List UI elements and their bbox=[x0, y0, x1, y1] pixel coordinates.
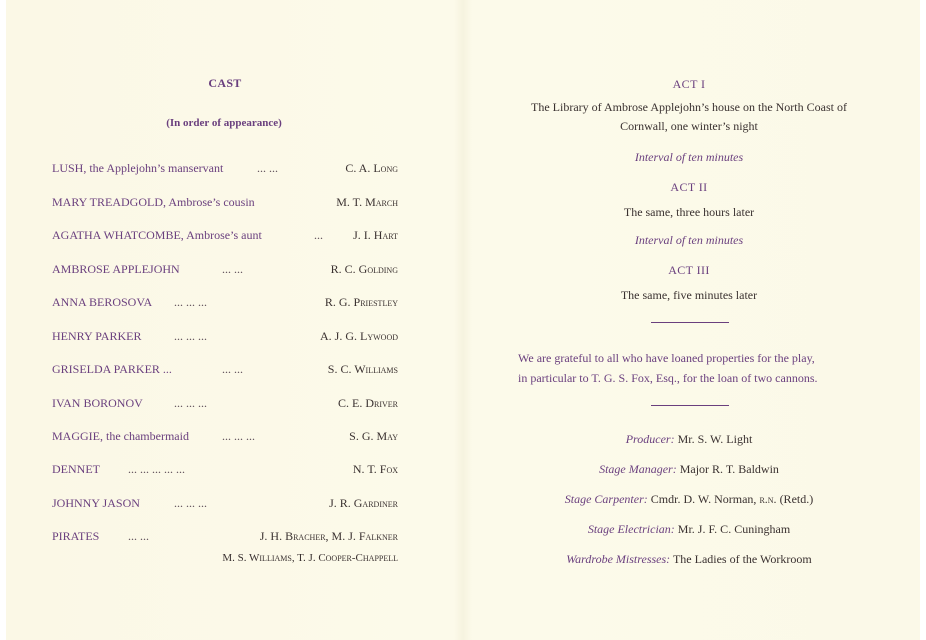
cast-role: GRISELDA PARKER ... bbox=[52, 362, 172, 376]
cast-row bbox=[52, 195, 398, 213]
credit-label: Stage Electrician: bbox=[587, 522, 675, 536]
cast-dots: ... ... ... bbox=[174, 396, 207, 410]
cast-dots: ... ... ... bbox=[174, 496, 207, 510]
act-3-title: ACT III bbox=[668, 263, 710, 277]
page-edge-left bbox=[0, 0, 6, 640]
cast-role: ANNA BEROSOVA bbox=[52, 295, 153, 309]
cast-actor: J. I. Hart bbox=[353, 228, 398, 242]
acknowledgement bbox=[518, 348, 862, 388]
act-1-description-line-2: Cornwall, one winter’s night bbox=[620, 119, 758, 133]
divider-rule bbox=[651, 322, 729, 323]
cast-role: DENNET bbox=[52, 462, 100, 476]
cast-actor: J. H. Bracher, M. J. Falkner bbox=[259, 529, 398, 543]
cast-actor: M. T. March bbox=[336, 195, 398, 209]
interval-2: Interval of ten minutes bbox=[634, 233, 744, 247]
cast-title: CAST bbox=[208, 76, 242, 90]
cast-row bbox=[52, 362, 398, 380]
credit-name: Cmdr. D. W. Norman, bbox=[650, 492, 757, 506]
credit-suffix: (Retd.) bbox=[779, 492, 814, 506]
credit-name: Mr. J. F. C. Cuningham bbox=[677, 522, 791, 536]
cast-dots: ... ... bbox=[257, 161, 278, 175]
cast-role: AMBROSE APPLEJOHN bbox=[52, 262, 180, 276]
cast-actor: R. G. Priestley bbox=[324, 295, 398, 309]
credit-stage-carpenter bbox=[500, 492, 878, 507]
cast-actor-continued: M. S. Williams, T. J. Cooper-Chappell bbox=[222, 552, 398, 564]
cast-actor: J. R. Gardiner bbox=[329, 496, 398, 510]
cast-row bbox=[52, 262, 398, 280]
credit-producer bbox=[500, 432, 878, 447]
credit-name: Mr. S. W. Light bbox=[677, 432, 753, 446]
cast-actor: S. G. May bbox=[349, 429, 398, 443]
credit-wardrobe bbox=[500, 552, 878, 567]
cast-dots: ... ... bbox=[222, 262, 243, 276]
cast-dots: ... ... ... ... ... bbox=[128, 462, 185, 476]
divider-rule bbox=[651, 405, 729, 406]
cast-role: AGATHA WHATCOMBE, Ambrose’s aunt bbox=[52, 228, 262, 242]
act-1-title: ACT I bbox=[672, 77, 706, 91]
act-2-title: ACT II bbox=[670, 180, 708, 194]
cast-role: HENRY PARKER bbox=[52, 329, 142, 343]
cast-actor: R. C. Golding bbox=[330, 262, 398, 276]
cast-dots: ... ... ... bbox=[222, 429, 255, 443]
credit-label: Wardrobe Mistresses: bbox=[566, 552, 671, 566]
cast-dots: ... ... ... bbox=[174, 295, 207, 309]
acknowledgement-line-2: in particular to T. G. S. Fox, Esq., for the loan of two cannons. bbox=[518, 371, 818, 385]
credit-stage-manager bbox=[500, 462, 878, 477]
cast-row bbox=[52, 496, 398, 514]
cast-actor: C. A. Long bbox=[345, 161, 398, 175]
credit-label: Stage Carpenter: bbox=[564, 492, 648, 506]
cast-role: MAGGIE, the chambermaid bbox=[52, 429, 189, 443]
cast-row bbox=[52, 462, 398, 480]
cast-row bbox=[52, 295, 398, 313]
credit-rank: r.n. bbox=[759, 492, 777, 506]
credit-name: Major R. T. Baldwin bbox=[679, 462, 779, 476]
cast-role: IVAN BORONOV bbox=[52, 396, 143, 410]
cast-actor: A. J. G. Lywood bbox=[320, 329, 398, 343]
cast-actor: C. E. Driver bbox=[338, 396, 398, 410]
credit-name: The Ladies of the Workroom bbox=[672, 552, 812, 566]
cast-subtitle: (In order of appearance) bbox=[166, 117, 282, 129]
cast-actor: S. C. Williams bbox=[327, 362, 398, 376]
cast-row bbox=[52, 429, 398, 447]
page-edge-right bbox=[920, 0, 926, 640]
acknowledgement-line-1: We are grateful to all who have loaned properties for the play, bbox=[518, 351, 815, 365]
act-2-description: The same, three hours later bbox=[623, 205, 755, 219]
credit-label: Stage Manager: bbox=[599, 462, 677, 476]
act-3-description: The same, five minutes later bbox=[620, 288, 758, 302]
cast-row bbox=[52, 228, 398, 246]
cast-dots: ... ... bbox=[128, 529, 149, 543]
cast-row bbox=[52, 329, 398, 347]
credit-stage-electrician bbox=[500, 522, 878, 537]
act-1-description-line-1: The Library of Ambrose Applejohn’s house on the North Coast of bbox=[531, 100, 847, 114]
cast-actor: N. T. Fox bbox=[352, 462, 398, 476]
cast-row bbox=[52, 529, 398, 547]
credit-label: Producer: bbox=[625, 432, 675, 446]
interval-1: Interval of ten minutes bbox=[634, 150, 744, 164]
cast-dots: ... ... bbox=[222, 362, 243, 376]
cast-row bbox=[52, 396, 398, 414]
cast-dots: ... bbox=[314, 228, 323, 242]
cast-row bbox=[52, 161, 398, 179]
cast-role: MARY TREADGOLD, Ambrose’s cousin bbox=[52, 195, 255, 209]
cast-dots: ... ... ... bbox=[174, 329, 207, 343]
cast-role: PIRATES bbox=[52, 529, 100, 543]
cast-role: LUSH, the Applejohn’s manservant bbox=[52, 161, 224, 175]
cast-role: JOHNNY JASON bbox=[52, 496, 140, 510]
